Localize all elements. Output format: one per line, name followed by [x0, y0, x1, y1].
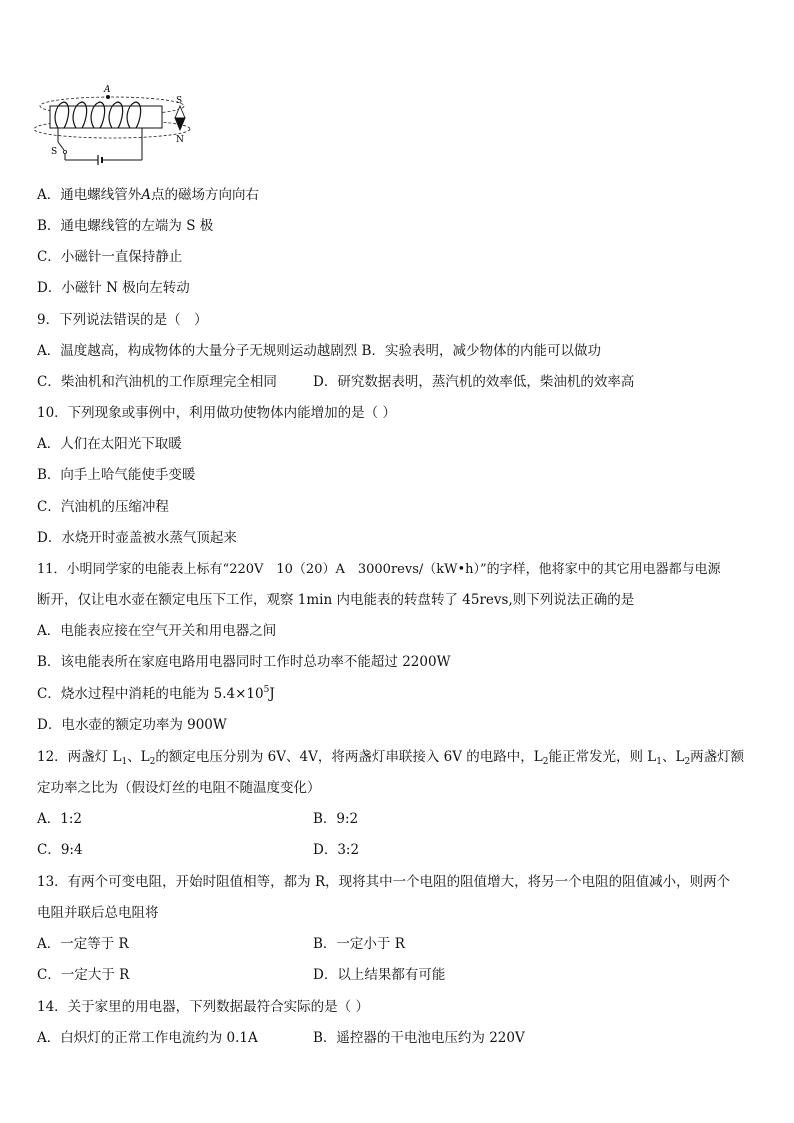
label-switch: S: [51, 147, 58, 157]
q13-stem-line1: 13．有两个可变电阻，开始时阻值相等，都为 R，现将其中一个电阻的阻值增大，将另一个电阻的阻值减小，则两个: [37, 874, 731, 890]
q12-option-a: A．1:2: [37, 811, 82, 827]
q12-options-cd: [37, 840, 777, 860]
q11-option-b: B．该电能表所在家庭电路用电器同时工作时总功率不能超过 2200W: [37, 654, 451, 670]
q11-option-d: D．电水壶的额定功率为 900W: [37, 717, 227, 733]
q10-option-d: D．水烧开时壶盖被水蒸气顶起来: [37, 530, 237, 546]
q11-stem-line1: 11．小明同学家的电能表上标有“220V 10（20）A 3000revs/（kW•h）”的字样，他将家中的其它用电器都与电源: [37, 562, 721, 577]
q13-options-ab: [37, 934, 777, 954]
q13-option-d: D．以上结果都有可能: [313, 967, 446, 983]
q8-option-c: C．小磁针一直保持静止: [37, 249, 183, 265]
q8-option-d: D．小磁针 N 极向左转动: [37, 280, 190, 296]
q14-option-a: A．白炽灯的正常工作电流约为 0.1A: [37, 1030, 258, 1046]
label-s-pole: S: [176, 96, 183, 106]
q8-option-a: A．通电螺线管外A点的磁场方向向右: [37, 187, 259, 203]
q11-option-c: C．烧水过程中消耗的电能为 $5.4\times 10^5J$: [37, 685, 275, 702]
label-n-pole: N: [176, 135, 184, 145]
q13-option-b: B．一定小于 R: [313, 936, 405, 952]
q8-option-b: B．通电螺线管的左端为 S 极: [37, 218, 214, 234]
q12-option-d: D．3:2: [313, 842, 360, 858]
q9-stem: 9．下列说法错误的是（ ）: [37, 312, 208, 328]
q10-option-c: C．汽油机的压缩冲程: [37, 499, 169, 515]
q14-option-b: B．遥控器的干电池电压约为 220V: [313, 1030, 525, 1046]
q12-stem-line2: 定功率之比为（假设灯丝的电阻不随温度变化）: [37, 780, 321, 796]
q13-stem-line2: 电阻并联后总电阻将: [37, 905, 159, 921]
q12-stem-line1: 12．两盏灯 $L_1$、$L_2$的额定电压分别为 6V、4V，将两盏灯串联接入 6V 的电路中，$L_2$能正常发光，则 $L_1$、$L_2$两盏灯额: [37, 749, 745, 767]
label-a: A: [104, 85, 111, 95]
q13-option-a: A．一定等于 R: [37, 936, 129, 952]
q10-option-a: A．人们在太阳光下取暖: [37, 436, 182, 452]
q9-option-c: C．柴油机和汽油机的工作原理完全相同: [37, 374, 277, 390]
q9-option-d: D．研究数据表明，蒸汽机的效率低，柴油机的效率高: [313, 374, 635, 390]
q14-stem: 14．关于家里的用电器，下列数据最符合实际的是（ ）: [37, 999, 369, 1015]
q13-option-c: C．一定大于 R: [37, 967, 130, 983]
q10-option-b: B．向手上哈气能使手变暖: [37, 467, 196, 483]
q14-options-ab: [37, 1028, 777, 1048]
q10-stem: 10．下列现象或事例中，利用做功使物体内能增加的是（ ）: [37, 405, 396, 421]
solenoid-diagram: [32, 82, 202, 168]
q12-options-ab: [37, 809, 777, 829]
q13-options-cd: [37, 965, 777, 985]
q12-option-c: C．9:4: [37, 842, 83, 858]
q11-stem-line2: 断开，仅让电水壶在额定电压下工作，观察 1min 内电能表的转盘转了 45revs,则下列说法正确的是: [37, 592, 635, 608]
q9-options-ab: A．温度越高，构成物体的大量分子无规则运动越剧烈 B．实验表明，减少物体的内能可以做功: [37, 343, 601, 359]
solenoid-figure: [32, 82, 202, 168]
q11-option-a: A．电能表应接在空气开关和用电器之间: [37, 623, 277, 639]
q9-options-cd: [37, 372, 777, 392]
q12-option-b: B．9:2: [313, 811, 359, 827]
